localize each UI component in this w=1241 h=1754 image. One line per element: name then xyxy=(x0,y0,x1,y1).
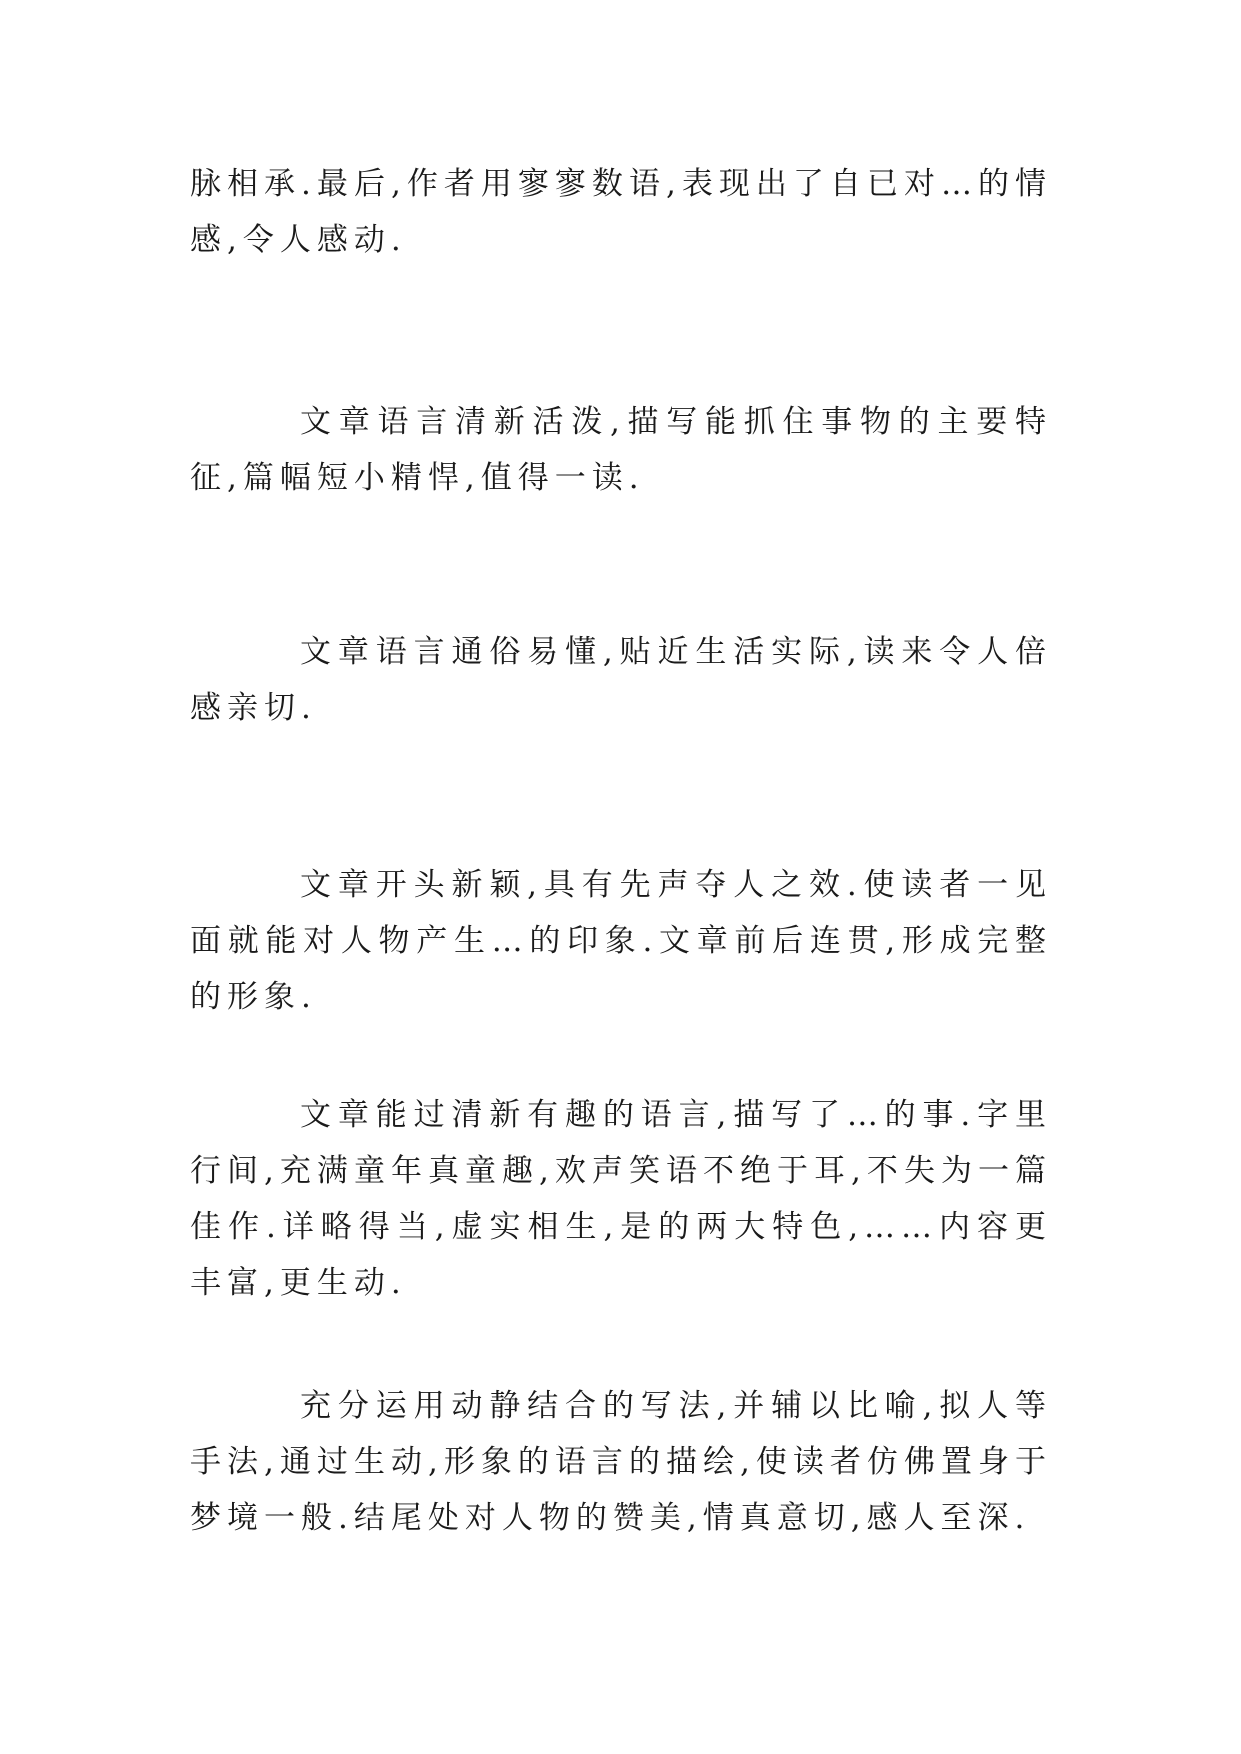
paragraph-6: 充分运用动静结合的写法,并辅以比喻,拟人等手法,通过生动,形象的语言的描绘,使读者仿佛置身于梦境一般.结尾处对人物的赞美,情真意切,感人至深. xyxy=(190,1388,1052,1536)
paragraph-3: 文章语言通俗易懂,贴近生活实际,读来令人倍感亲切. xyxy=(190,634,1052,726)
paragraph-5: 文章能过清新有趣的语言,描写了…的事.字里行间,充满童年真童趣,欢声笑语不绝于耳,不失为一篇佳作.详略得当,虚实相生,是的两大特色,……内容更丰富,更生动. xyxy=(190,1097,1052,1301)
paragraph-4: 文章开头新颖,具有先声夺人之效.使读者一见面就能对人物产生…的印象.文章前后连贯,形成完整的形象. xyxy=(190,867,1052,1015)
paragraph-1: 脉相承.最后,作者用寥寥数语,表现出了自已对…的情感,令人感动. xyxy=(190,166,1052,258)
paragraph-2: 文章语言清新活泼,描写能抓住事物的主要特征,篇幅短小精悍,值得一读. xyxy=(190,404,1052,496)
